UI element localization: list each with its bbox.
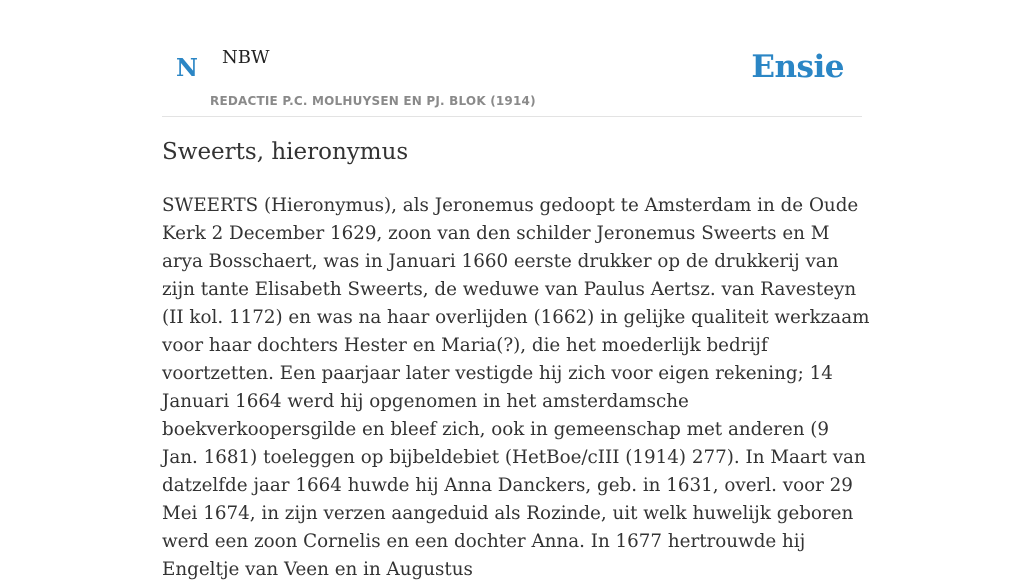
article-title: Sweerts, hieronymus bbox=[162, 139, 409, 165]
source-header bbox=[162, 0, 862, 117]
source-subtitle: REDACTIE P.C. MOLHUYSEN EN PJ. BLOK (1914) bbox=[210, 94, 536, 108]
source-logo[interactable]: N bbox=[176, 53, 198, 82]
source-title[interactable]: NBW bbox=[222, 47, 270, 68]
brand-logo[interactable]: Ensie bbox=[751, 49, 844, 85]
article-body: SWEERTS (Hieronymus), als Jeronemus gedoopt te Amsterdam in de Oude Kerk 2 December 1629, zoon van den schilder Jeronemus Sweerts en M arya Bosschaert, was in Januari 1660 eerste drukker op de drukkerij van zijn tante Elisabeth Sweerts, de weduwe van Paulus Aertsz. van Ravesteyn (II kol. 1172) en was na haar overlijden (1662) in gelijke qualiteit werkzaam voor haar dochters Hester en Maria(?), die het moederlijk bedrijf voortzetten. Een paarjaar later vestigde hij zich voor eigen rekening; 14 Januari 1664 werd hij opgenomen in het amsterdamsche boekverkoopersgilde en bleef zich, ook in gemeenschap met anderen (9 Jan. 1681) toeleggen op bijbeldebiet (HetBoe/cIII (1914) 277). In Maart van datzelfde jaar 1664 huwde hij Anna Danckers, geb. in 1631, overl. voor 29 Mei 1674, in zijn verzen aangeduid als Rozinde, uit welk huwelijk geboren werd een zoon Cornelis en een dochter Anna. In 1677 hertrouwde hij Engeltje van Veen en in Augustus bbox=[162, 195, 870, 580]
